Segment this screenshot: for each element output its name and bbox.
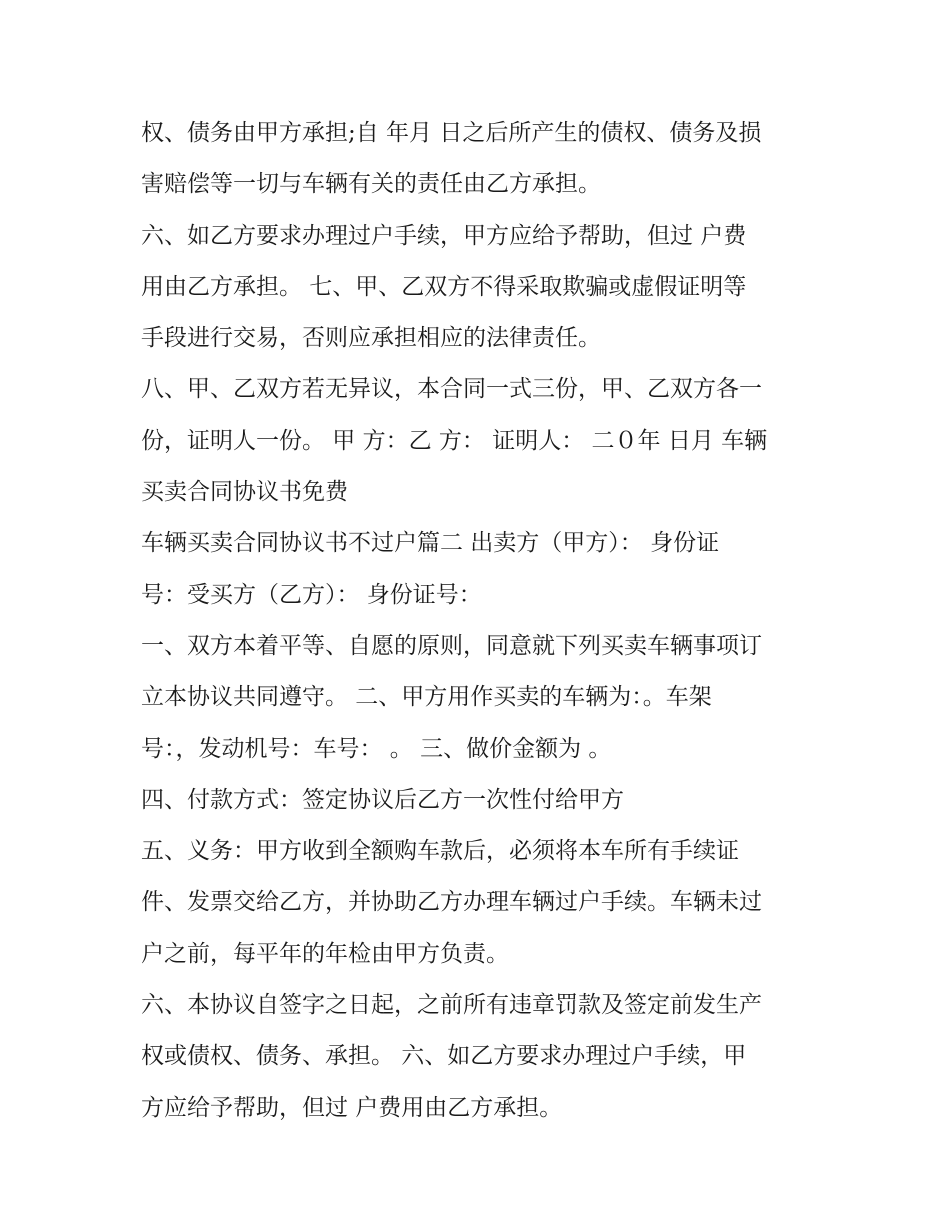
text-line: 车辆买卖合同协议书不过户篇二 出卖方（甲方）： 身份证 <box>141 530 720 557</box>
text-line: 一、双方本着平等、自愿的原则，同意就下列买卖车辆事项订 <box>141 632 762 659</box>
text-line: 方应给予帮助，但过 户费用由乙方承担。 <box>141 1094 563 1121</box>
text-line: 户之前，每平年的年检由甲方负责。 <box>141 940 509 967</box>
text-line: 权或债权、债务、承担。 六、如乙方要求办理过户手续，甲 <box>141 1043 747 1070</box>
text-line: 六、本协议自签字之日起，之前所有违章罚款及签定前发生产 <box>141 992 762 1019</box>
text-line: 手段进行交易，否则应承担相应的法律责任。 <box>141 325 601 352</box>
text-line: 五、义务：甲方收到全额购车款后，必须将本车所有手续证 <box>141 838 739 865</box>
document-body <box>141 108 821 1134</box>
text-line: 六、如乙方要求办理过户手续，甲方应给予帮助，但过 户费 <box>141 222 747 249</box>
text-line: 立本协议共同遵守。 二、甲方用作买卖的车辆为：。车架 <box>141 684 712 711</box>
text-line: 权、债务由甲方承担;自 年月 日之后所产生的债权、债务及损 <box>141 120 762 146</box>
text-line: 号：受买方（乙方）： 身份证号： <box>141 581 482 608</box>
text-line: 害赔偿等一切与车辆有关的责任由乙方承担。 <box>141 171 601 198</box>
text-line: 四、付款方式：签定协议后乙方一次性付给甲方 <box>141 786 624 813</box>
text-line: 份，证明人一份。 甲 方：乙 方： 证明人： 二０年 日月 车辆 <box>141 427 768 454</box>
text-line: 用由乙方承担。 七、甲、乙双方不得采取欺骗或虚假证明等 <box>141 273 747 300</box>
text-line: 八、甲、乙双方若无异议，本合同一式三份，甲、乙双方各一 <box>141 376 762 403</box>
text-line: 件、发票交给乙方，并协助乙方办理车辆过户手续。车辆未过 <box>141 889 762 916</box>
text-line: 买卖合同协议书免费 <box>141 479 348 506</box>
text-line: 号：，发动机号：车号： 。 三、做价金额为 。 <box>141 735 612 762</box>
